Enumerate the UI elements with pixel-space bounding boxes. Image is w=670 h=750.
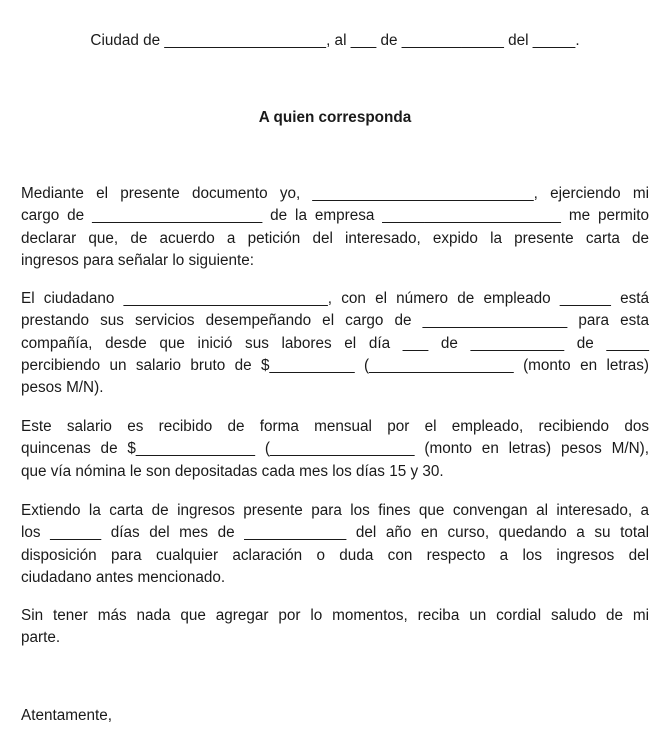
paragraph-line: percibiendo un salario bruto de $__________ (_________________ (monto en letras)	[21, 356, 649, 374]
paragraph-line: ciudadano antes mencionado.	[21, 568, 226, 586]
date-year-blank[interactable]: _____.	[532, 32, 580, 49]
paragraph-line: parte.	[21, 629, 61, 647]
paragraph-line: declarar que, de acuerdo a petición del interesado, expido la presente carta de	[21, 229, 649, 247]
date-al-label: , al	[326, 32, 347, 49]
date-line	[0, 31, 670, 51]
letter-title: A quien corresponda	[258, 109, 412, 126]
paragraph-line: compañía, desde que inició sus labores el día ___ de ___________ de _____	[21, 334, 649, 352]
paragraph-salary	[21, 416, 649, 483]
paragraph-farewell	[21, 605, 649, 650]
paragraph-line: Este salario es recibido de forma mensual por el empleado, recibiendo dos	[21, 418, 649, 435]
paragraph-line: ingresos para señalar lo siguiente:	[21, 251, 254, 269]
date-de-label: de	[380, 32, 398, 49]
paragraph-employee-details	[21, 288, 649, 399]
paragraph-line: Extiendo la carta de ingresos presente para los fines que convengan al interesado, a	[21, 502, 649, 519]
date-day-blank[interactable]: ___	[350, 32, 377, 49]
paragraph-line: los ______ días del mes de ____________ del año en curso, quedando a su total	[21, 524, 649, 542]
date-city-label: Ciudad de	[90, 32, 161, 49]
date-city-blank[interactable]: ___________________	[164, 32, 327, 49]
paragraph-issuance	[21, 500, 649, 589]
date-month-blank[interactable]: ____________	[401, 32, 504, 49]
paragraph-declaration	[21, 183, 649, 272]
date-del-label: del	[508, 32, 529, 49]
paragraph-line: El ciudadano ________________________, con el número de empleado ______ está	[21, 290, 649, 307]
paragraph-line: disposición para cualquier aclaración o duda con respecto a los ingresos del	[21, 546, 649, 564]
paragraph-line: quincenas de $______________ (_________________ (monto en letras) pesos M/N),	[21, 440, 649, 458]
paragraph-line: Sin tener más nada que agregar por lo momentos, reciba un cordial saludo de mi	[21, 607, 649, 624]
paragraph-line: pesos M/N).	[21, 379, 104, 397]
paragraph-line: cargo de ____________________ de la empresa _____________________ me permito	[21, 207, 649, 225]
paragraph-line: prestando sus servicios desempeñando el cargo de _________________ para esta	[21, 312, 649, 330]
closing-salutation: Atentamente,	[21, 707, 112, 724]
paragraph-line: Mediante el presente documento yo, __________________________, ejerciendo mi	[21, 185, 649, 202]
paragraph-line: que vía nómina le son depositadas cada mes los días 15 y 30.	[21, 462, 444, 480]
